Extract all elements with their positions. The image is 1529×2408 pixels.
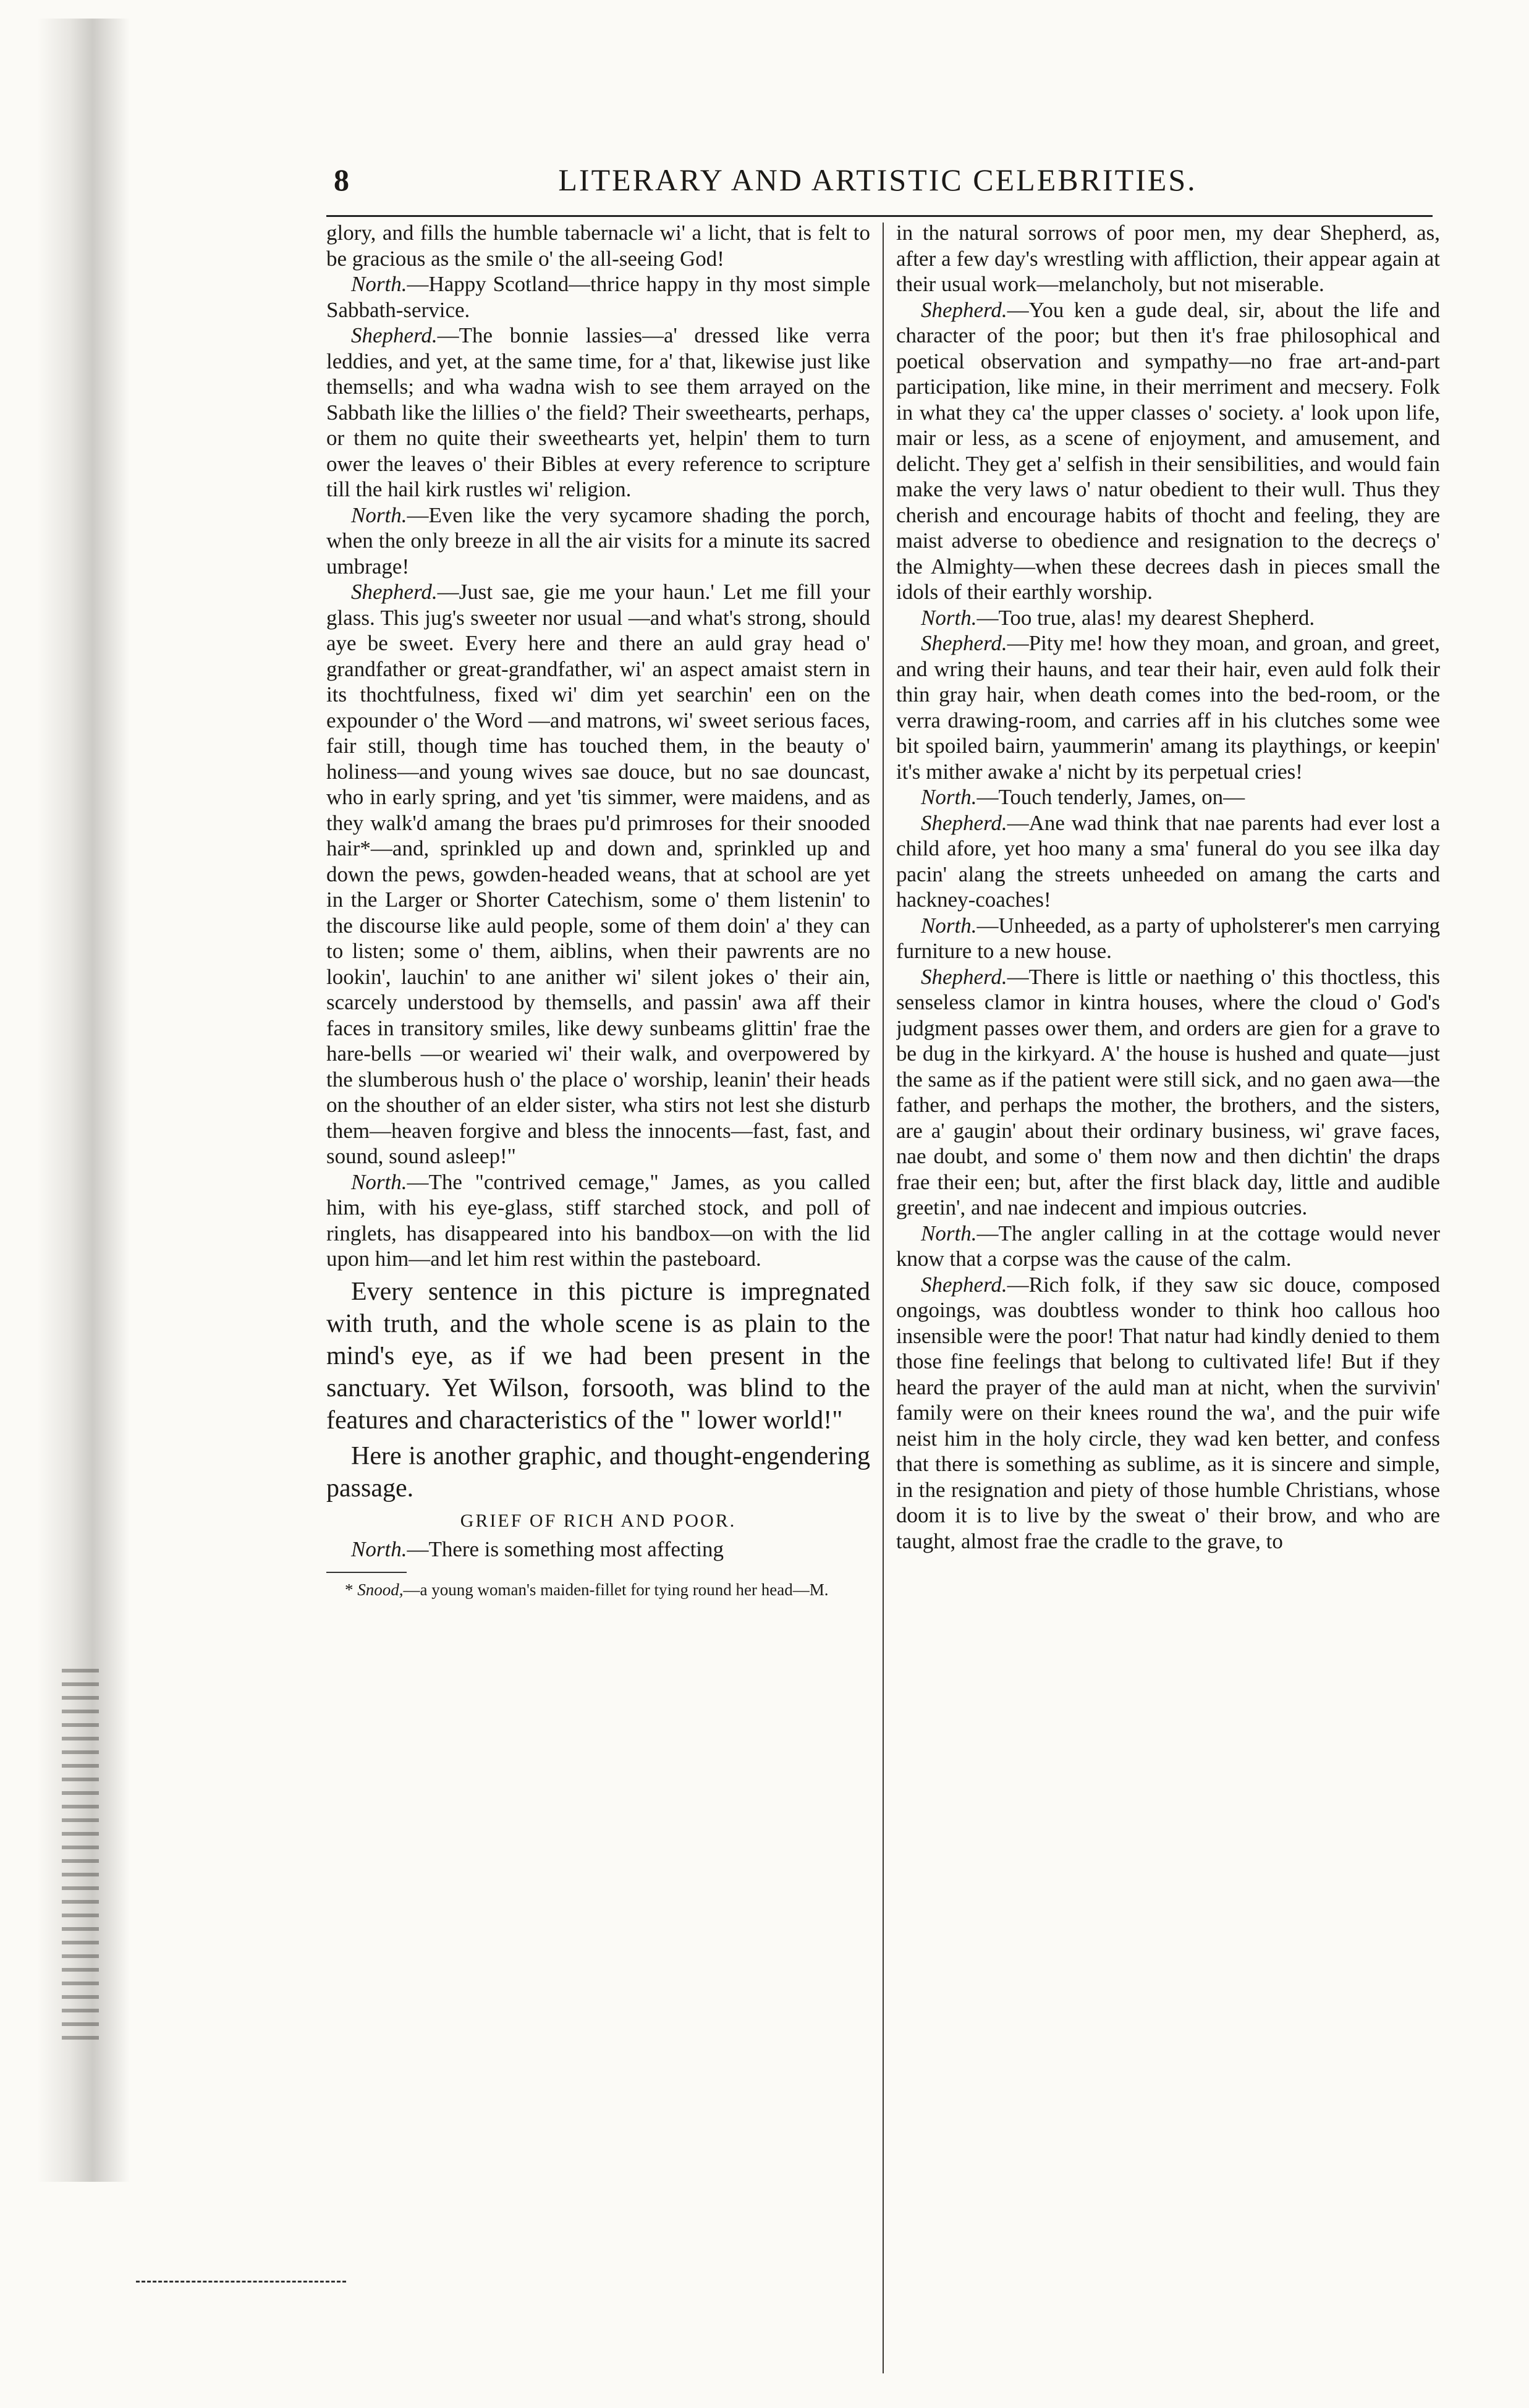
- column-divider: [883, 223, 884, 2373]
- speech-text: —Even like the very sycamore shading the porch, when the only breeze in all the air visits for a minute its sacred umbrage!: [326, 502, 870, 579]
- speech-text: —Rich folk, if they saw sic douce, composed ongoings, was doubtless wonder to think hoo callous hoo insensible were the poor! That natur had kindly denied to them those fine feelings that belong to cultivated life! But if they heard the prayer of the auld man at nicht, when the survivin' family were on their knees round the wa', and the puir wife neist him in the holy circle, they wad ken better, and confess that there is something as sublime, as it is sincere and simple, in the resignation and piety of those humble Christians, whose doom it is to live by the sweat o' their brow, and who are taught, almost frae the cradle to the grave, to: [896, 1272, 1440, 1553]
- paragraph: [896, 220, 1440, 297]
- speech-text: —The bonnie lassies—a' dressed like verra leddies, and yet, at the same time, for a' that, likewise just like themsells; and wha wadna wish to see them arrayed on the Sabbath like the lillies o' the field? Their sweethearts, perhaps, or them no quite their sweethearts yet, helpin' them to turn ower the leaves o' their Bibles at every reference to scripture till the hail kirk rustles wi' religion.: [326, 323, 870, 501]
- speaker-name: North.: [921, 605, 977, 630]
- footnote-rule: [326, 1572, 407, 1573]
- speaker-name: North.: [921, 785, 977, 809]
- right-column: [896, 220, 1440, 2346]
- speaker-name: North.: [921, 913, 977, 938]
- speech-text: —Too true, alas! my dearest Shepherd.: [976, 605, 1315, 630]
- paragraph-text: in the natural sorrows of poor men, my dear Shepherd, as, after a few day's wrestling with affliction, their appear again at their usual work—melancholy, but not miserable.: [896, 221, 1440, 296]
- speech-text: —There is little or naething o' this thoctless, this senseless clamor in kintra houses, where the cloud o' God's judgment passes ower them, and orders are gien for a grave to be dug in the kirkyard. A' the house is hushed and quate—just the same as if the patient were still sick, and no gaen awa—the father, and perhaps the mother, the brothers, and the sisters, are a' gaugin' about their ordinary business, wi' grave faces, nae doubt, and some o' them now and then dichtin' the draps frae their een; but, after the first black day, little and audible greetin', and nae indecent and impious outcries.: [896, 964, 1440, 1219]
- dialogue-paragraph: [326, 579, 870, 1169]
- section-heading: GRIEF OF RICH AND POOR.: [460, 1510, 737, 1531]
- footnote-text: —a young woman's maiden-fillet for tying round her head—M.: [403, 1580, 829, 1599]
- dialogue-paragraph: [896, 1272, 1440, 1554]
- dialogue-paragraph: [326, 1169, 870, 1272]
- dialogue-paragraph: [896, 1221, 1440, 1272]
- speech-text: —Ane wad think that nae parents had ever lost a child afore, yet hoo many a sma' funeral do you see ilka day pacin' alang the streets unheeded on amang the carts and hackney-coaches!: [896, 810, 1440, 912]
- dialogue-paragraph: [896, 913, 1440, 964]
- speech-text: —The angler calling in at the cottage would never know that a corpse was the cause of the calm.: [896, 1221, 1440, 1271]
- dialogue-paragraph: [326, 1537, 870, 1562]
- commentary-paragraph: Every sentence in this picture is impregnated with truth, and the whole scene is as plain to the mind's eye, as if we had been present in the sanctuary. Yet Wilson, forsooth, was blind to the features and characteristics of the " lower world!": [326, 1277, 870, 1435]
- dialogue-paragraph: [896, 964, 1440, 1221]
- dialogue-paragraph: [896, 810, 1440, 913]
- paragraph-text: glory, and fills the humble tabernacle wi' a licht, that is felt to be gracious as the smile o' the all-seeing God!: [326, 221, 870, 271]
- page-number: 8: [334, 163, 350, 197]
- header-rule: [326, 215, 1433, 217]
- speech-text: —You ken a gude deal, sir, about the life and character of the poor; but then it's frae philosophical and poetical observation and sympathy—no frae art-and-part participation, like mine, in their merriment and mecsery. Folk in what they ca' the upper classes o' society. a' look upon life, mair or less, as a scene of enjoyment, and amusement, and delicht. They get a' selfish in their sensibilities, and would fain make the very laws o' natur obedient to their wull. Thus they cherish and encourage habits of thocht and feeling, they are maist adverse to obedience and resignation to the decreçs o' the Almighty—when these decrees dash in pieces small the idols of their earthly worship.: [896, 297, 1440, 604]
- speaker-name: North.: [921, 1221, 977, 1245]
- footnote-mark: *: [345, 1580, 358, 1599]
- speaker-name: North.: [351, 1537, 407, 1561]
- speaker-name: North.: [351, 1169, 407, 1194]
- speaker-name: Shepherd.: [351, 580, 438, 604]
- speech-text: —Happy Scotland—thrice happy in thy most simple Sabbath-service.: [326, 272, 870, 322]
- dialogue-paragraph: [896, 630, 1440, 784]
- speech-text: —Unheeded, as a party of upholsterer's men carrying furniture to a new house.: [896, 913, 1440, 963]
- dialogue-paragraph: [896, 784, 1440, 810]
- footnote: [326, 1579, 870, 1600]
- speaker-name: Shepherd.: [921, 964, 1007, 989]
- speaker-name: North.: [351, 272, 407, 296]
- speaker-name: Shepherd.: [921, 631, 1007, 655]
- speaker-name: Shepherd.: [921, 297, 1007, 322]
- dialogue-paragraph: [326, 502, 870, 580]
- left-column: [326, 220, 870, 2408]
- speaker-name: Shepherd.: [351, 323, 438, 347]
- footnote-term: Snood,: [357, 1580, 404, 1599]
- commentary-paragraph: Here is another graphic, and thought-engendering passage.: [326, 1441, 870, 1503]
- speech-text: —There is something most affecting: [407, 1537, 724, 1561]
- speech-text: —Pity me! how they moan, and groan, and greet, and wring their hauns, and tear their hair, even auld folk their thin gray hair, when death comes into the bed-room, or the verra drawing-room, and carries aff in his clutches some wee bit spoiled bairn, yaummerin' amang its playthings, or keepin' it's mither awake a' nicht by its perpetual cries!: [896, 631, 1440, 784]
- paragraph: [326, 220, 870, 271]
- bottom-margin-mark: [136, 2281, 346, 2283]
- speaker-name: Shepherd.: [921, 1272, 1007, 1297]
- dialogue-paragraph: [896, 297, 1440, 605]
- speaker-name: North.: [351, 502, 407, 527]
- dialogue-paragraph: [326, 271, 870, 323]
- speech-text: —The "contrived cemage," James, as you called him, with his eye-glass, stiff starched stock, and poll of ringlets, has disappeared into his bandbox—on with the lid upon him—and let him rest within the pasteboard.: [326, 1169, 870, 1271]
- dialogue-paragraph: [326, 323, 870, 502]
- running-title: LITERARY AND ARTISTIC CELEBRITIES.: [558, 163, 1197, 197]
- speaker-name: Shepherd.: [921, 810, 1007, 835]
- speech-text: —Touch tenderly, James, on—: [976, 785, 1245, 809]
- binding-marks: [62, 1669, 99, 2040]
- dialogue-paragraph: [896, 605, 1440, 631]
- page-header: [321, 162, 1434, 205]
- speech-text: —Just sae, gie me your haun.' Let me fill your glass. This jug's sweeter nor usual —and what's strong, should aye be sweet. Every here and there an auld gray head o' grandfather or great-grandfather, wi' an aspect amaist stern in its thochtfulness, fixed wi' dim yet searchin' een on the expounder o' the Word —and matrons, wi' sweet serious faces, fair still, though time has touched them, in the beauty o' holiness—and young wives sae douce, but no sae douncast, who in early spring, and yet 'tis simmer, were maidens, and as they walk'd amang the braes pu'd primroses for their snooded hair*—and, sprinkled up and down and, sprinkled up and down the pews, gowden-headed weans, that at school are yet in the Larger or Shorter Catechism, some o' them listenin' to the discourse like auld people, some of them doin' a' they can to listen; some o' them, aiblins, when their pawrents are no lookin', lauchin' to ane anither wi' silent jokes o' their ain, scarcely understood by themsells, and passin' awa aff their faces in transitory smiles, like dewy sunbeams glittin' frae the hare-bells —or wearied wi' their walk, and overpowered by the slumberous hush o' the place o' worship, leanin' their heads on the shouther of an elder sister, wha stirs not lest she disturb them—heaven forgive and bless the innocents—fast, fast, and sound, sound asleep!": [326, 580, 870, 1168]
